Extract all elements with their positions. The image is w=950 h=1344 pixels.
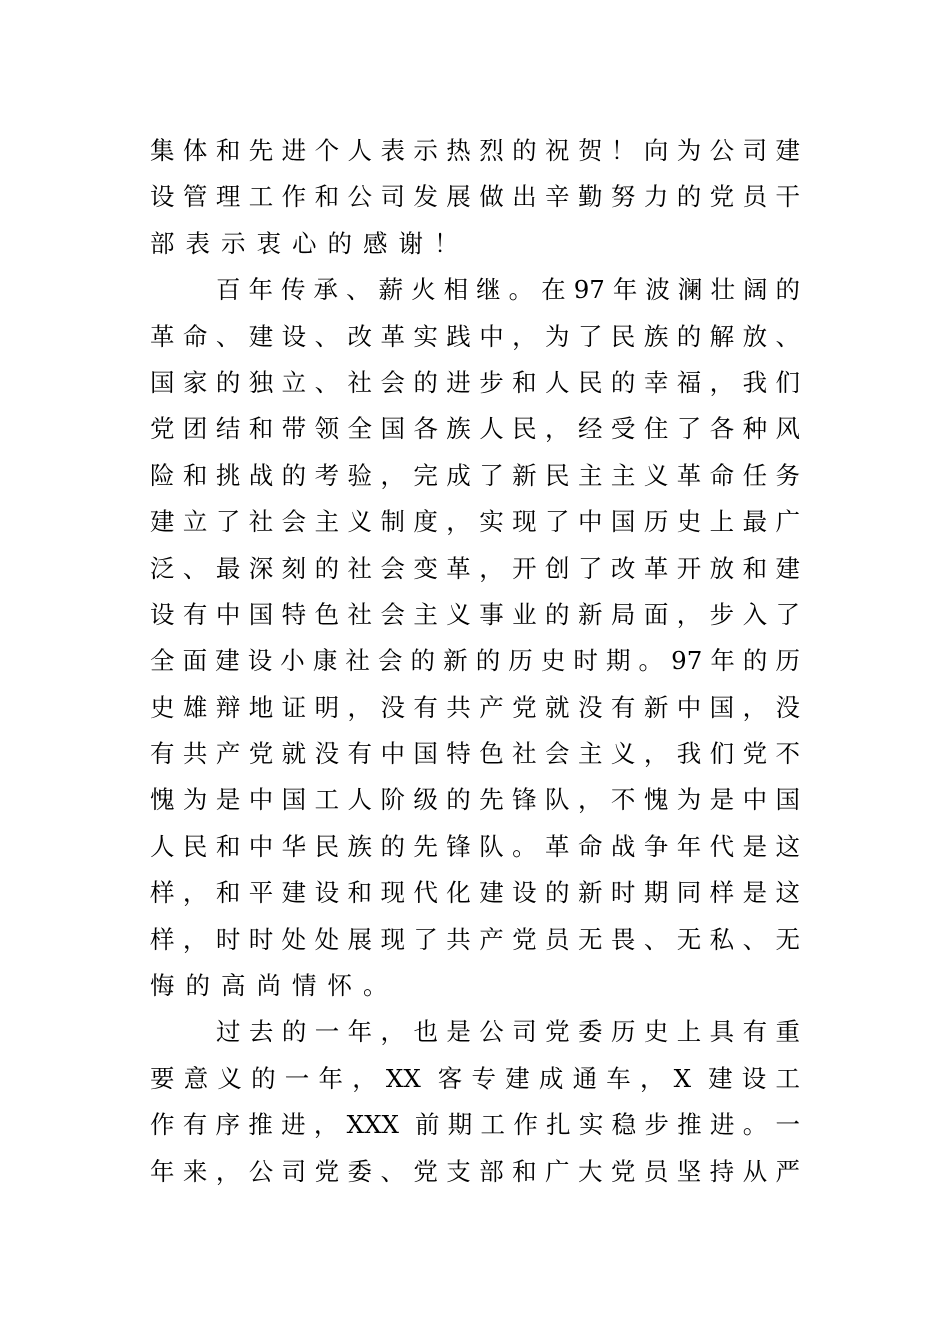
paragraph-3 (150, 1009, 800, 1195)
text-line: 有共产党就没有中国特色社会主义，我们党不 (150, 739, 800, 769)
text-line: 样，和平建设和现代化建设的新时期同样是这 (150, 878, 800, 908)
text-line: 党团结和带领全国各族人民，经受住了各种风 (150, 414, 800, 444)
text-line: 悔的高尚情怀。 (150, 971, 399, 1001)
paragraph-2 (150, 267, 800, 1009)
text-line: 部表示衷心的感谢！ (150, 228, 470, 258)
text-line: 百年传承、薪火相继。在97年波澜壮阔的 (216, 275, 800, 305)
text-line: 泛、最深刻的社会变革，开创了改革开放和建 (150, 553, 800, 583)
text-line: 革命、建设、改革实践中，为了民族的解放、 (150, 321, 800, 351)
text-line: 集体和先进个人表示热烈的祝贺！向为公司建 (150, 136, 800, 165)
text-line: 人民和中华民族的先锋队。革命战争年代是这 (150, 831, 800, 861)
text-line: 愧为是中国工人阶级的先锋队，不愧为是中国 (150, 785, 800, 815)
text-line: 年来，公司党委、党支部和广大党员坚持从严 (150, 1156, 800, 1186)
text-line: 过去的一年，也是公司党委历史上具有重 (216, 1017, 800, 1047)
text-line: 设有中国特色社会主义事业的新局面，步入了 (150, 599, 800, 629)
text-line: 全面建设小康社会的新的历史时期。97年的历 (150, 646, 800, 676)
text-line: 建立了社会主义制度，实现了中国历史上最广 (150, 507, 800, 537)
text-line: 国家的独立、社会的进步和人民的幸福，我们 (150, 367, 800, 397)
text-line: 史雄辩地证明，没有共产党就没有新中国，没 (150, 692, 800, 722)
paragraph-1 (150, 128, 800, 267)
body-text (150, 128, 800, 1195)
text-line: 作有序推进，XXX 前期工作扎实稳步推进。一 (150, 1110, 800, 1140)
text-line: 样，时时处处展现了共产党员无畏、无私、无 (150, 924, 800, 954)
text-line: 设管理工作和公司发展做出辛勤努力的党员干 (150, 182, 800, 212)
text-line: 要意义的一年，XX 客专建成通车，X 建设工 (150, 1063, 800, 1093)
text-line: 险和挑战的考验，完成了新民主主义革命任务 (150, 460, 800, 490)
